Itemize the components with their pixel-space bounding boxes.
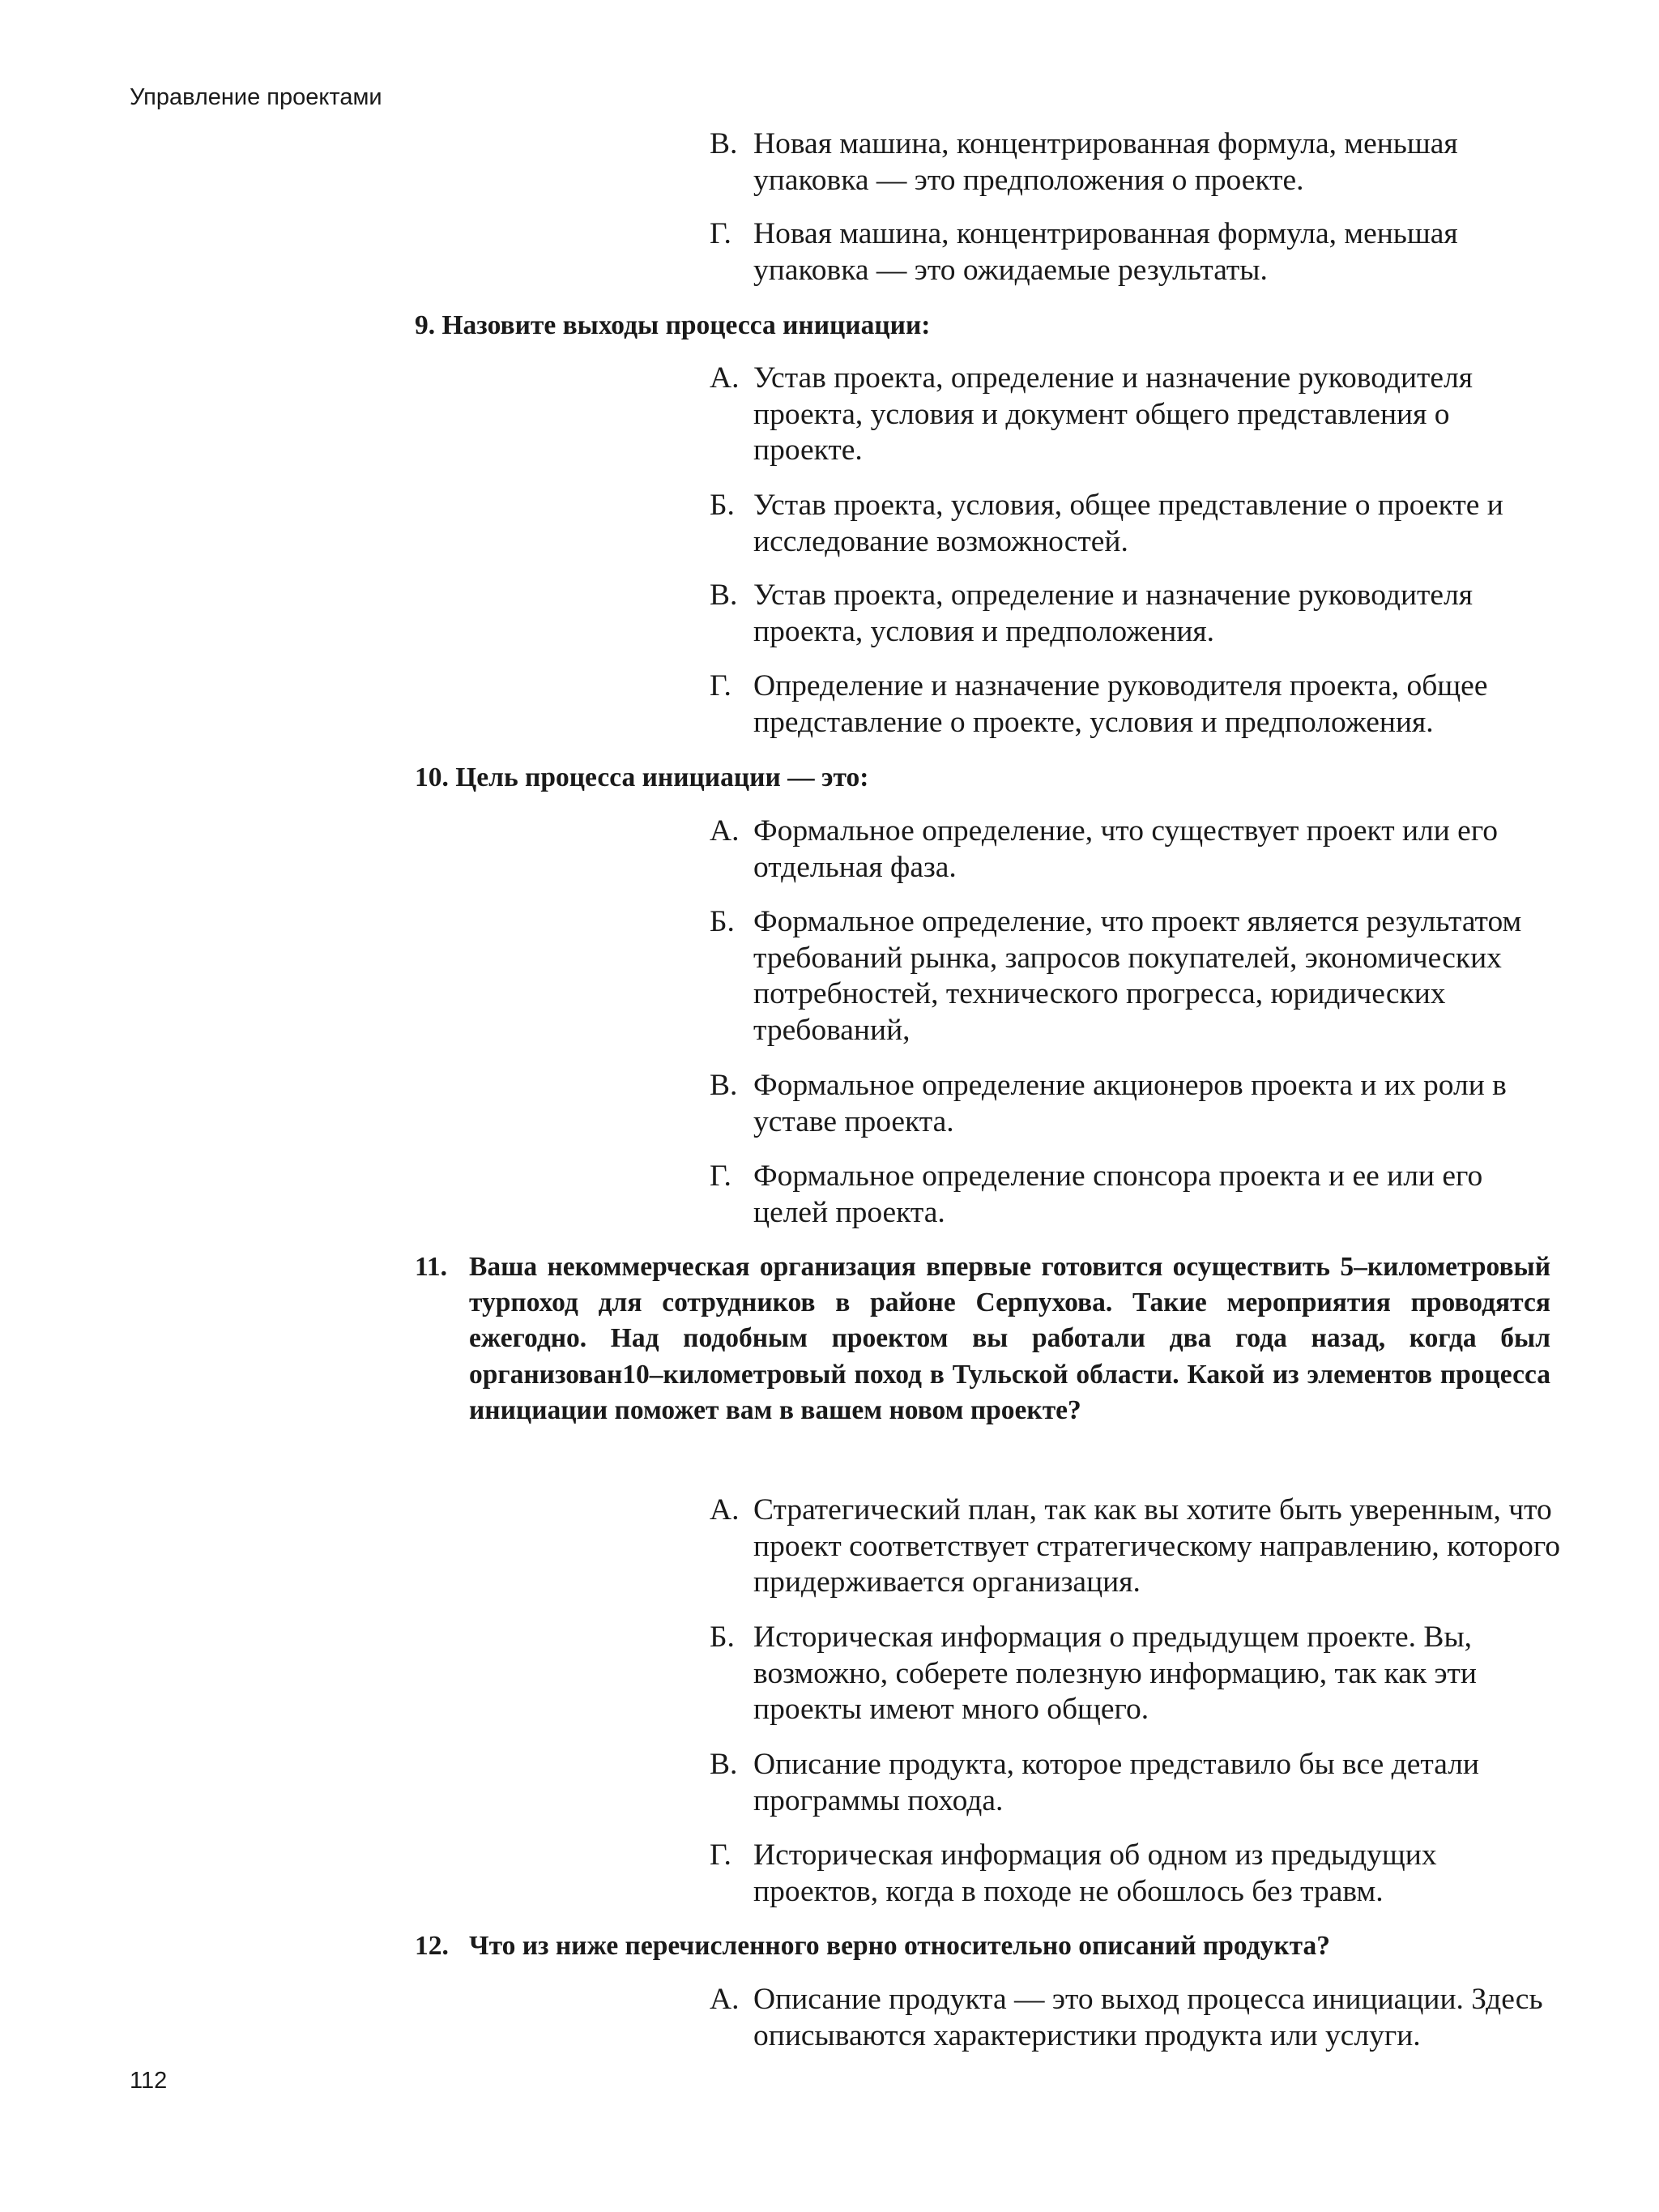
option-letter: Г. bbox=[710, 669, 731, 702]
option-text: Описание продукта — это выход процесса инициации. Здесь описываются характеристики продукта или услуги. bbox=[753, 1983, 1543, 2052]
option-text: Новая машина, концентрированная формула, меньшая упаковка — это предположения о проекте. bbox=[753, 127, 1458, 197]
question-number: 9. bbox=[415, 310, 436, 340]
option-letter: А. bbox=[710, 1493, 740, 1527]
option-10-g bbox=[710, 1159, 1562, 1231]
option-letter: Г. bbox=[710, 1159, 731, 1193]
question-text: Назовите выходы процесса инициации: bbox=[441, 310, 931, 340]
question-12 bbox=[415, 1928, 1330, 1964]
option-letter: А. bbox=[710, 814, 740, 848]
option-text: Устав проекта, определение и назначение руководителя проекта, условия и документ общего представления о проекте. bbox=[753, 361, 1473, 468]
option-text: Описание продукта, которое представило бы все детали программы похода. bbox=[753, 1748, 1479, 1817]
option-11-b bbox=[710, 1620, 1562, 1728]
option-letter: Б. bbox=[710, 905, 735, 938]
page-number: 112 bbox=[130, 2068, 168, 2094]
option-letter: В. bbox=[710, 127, 738, 160]
option-text: Формальное определение спонсора проекта и ее или его целей проекта. bbox=[753, 1159, 1483, 1229]
option-letter: Г. bbox=[710, 1838, 731, 1872]
option-letter: В. bbox=[710, 1748, 738, 1781]
question-text: Цель процесса инициации — это: bbox=[455, 762, 869, 792]
option-9-a bbox=[710, 361, 1562, 469]
option-text: Устав проекта, условия, общее представление о проекте и исследование возможностей. bbox=[753, 489, 1503, 558]
option-letter: А. bbox=[710, 361, 740, 395]
option-letter: Г. bbox=[710, 217, 731, 250]
option-letter: В. bbox=[710, 1069, 738, 1102]
running-head: Управление проектами bbox=[130, 84, 382, 110]
option-text: Историческая информация о предыдущем проекте. Вы, возможно, соберете полезную информацию, так как эти проекты имеют много общего. bbox=[753, 1621, 1478, 1727]
option-8-g bbox=[710, 216, 1562, 288]
question-number: 12. bbox=[415, 1931, 449, 1961]
option-10-v bbox=[710, 1068, 1562, 1140]
option-text: Стратегический план, так как вы хотите быть уверенным, что проект соответствует стратегическому направлению, которого придерживается организация. bbox=[753, 1493, 1561, 1599]
question-10 bbox=[415, 760, 868, 796]
option-10-a bbox=[710, 813, 1562, 886]
option-letter: А. bbox=[710, 1983, 740, 2016]
question-text: Что из ниже перечисленного верно относительно описаний продукта? bbox=[469, 1931, 1330, 1961]
option-text: Историческая информация об одном из предыдущих проектов, когда в походе не обошлось без травм. bbox=[753, 1838, 1437, 1908]
option-text: Определение и назначение руководителя проекта, общее представление о проекте, условия и предположения. bbox=[753, 669, 1488, 739]
option-11-a bbox=[710, 1492, 1562, 1601]
question-9 bbox=[415, 308, 930, 344]
option-9-v bbox=[710, 578, 1562, 650]
option-9-g bbox=[710, 668, 1562, 741]
option-text: Устав проекта, определение и назначение руководителя проекта, условия и предположения. bbox=[753, 579, 1473, 648]
option-letter: Б. bbox=[710, 489, 735, 522]
option-8-v bbox=[710, 126, 1562, 199]
option-9-b bbox=[710, 488, 1562, 560]
option-text: Новая машина, концентрированная формула, меньшая упаковка — это ожидаемые результаты. bbox=[753, 217, 1458, 287]
option-11-g bbox=[710, 1838, 1562, 1910]
question-11 bbox=[415, 1249, 1550, 1428]
option-11-v bbox=[710, 1747, 1562, 1819]
option-text: Формальное определение, что существует проект или его отдельная фаза. bbox=[753, 814, 1499, 884]
option-letter: В. bbox=[710, 579, 738, 612]
option-10-b bbox=[710, 904, 1562, 1049]
question-text: Ваша некоммерческая организация впервые готовится осуществить 5–километровый турпоход для сотрудников в районе Серпухова. Такие мероприятия проводятся ежегодно. Над подобным проектом вы работали два года назад, когда был организован10–километровый поход в Тульской области. Какой из элементов процесса инициации поможет вам в вашем новом проекте? bbox=[469, 1252, 1550, 1425]
option-text: Формальное определение, что проект является результатом требований рынка, запросов покупателей, экономических потребностей, технического прогресса, юридических требований, bbox=[753, 905, 1522, 1048]
question-number: 10. bbox=[415, 762, 449, 792]
option-letter: Б. bbox=[710, 1621, 735, 1654]
option-12-a bbox=[710, 1982, 1562, 2054]
option-text: Формальное определение акционеров проекта и их роли в уставе проекта. bbox=[753, 1069, 1507, 1138]
question-number: 11. bbox=[415, 1252, 448, 1282]
